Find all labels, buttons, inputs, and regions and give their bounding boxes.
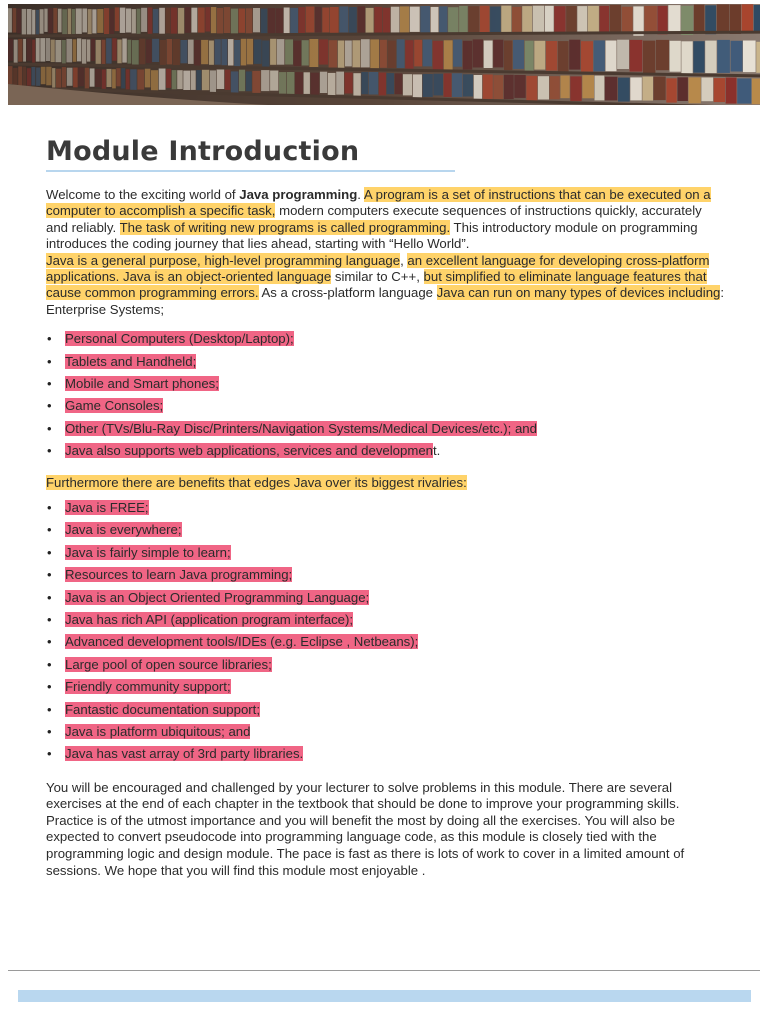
list-item-text: Java is platform ubiquitous; and: [65, 723, 251, 739]
list-item: [46, 519, 726, 541]
list-item-text: Personal Computers (Desktop/Laptop);: [65, 331, 294, 347]
list-item: [46, 721, 726, 743]
intro-paragraph: [46, 187, 726, 253]
list-item: [46, 609, 726, 631]
list-item-text: Fantastic documentation support;: [65, 701, 260, 717]
list-item-text: Java also supports web applications, services and developmen: [65, 443, 433, 459]
list-item-text: t.: [433, 443, 441, 459]
highlight-yellow: Furthermore there are benefits that edges Java over its biggest rivalries:: [46, 474, 467, 490]
highlight-yellow: Java can run on many types of devices including: [436, 285, 721, 301]
intro-text: modern computers execute sequences of instructions quickly, accurately and reliably.: [46, 203, 702, 235]
footer-divider: [8, 970, 760, 971]
page-title: Module Introduction: [46, 136, 360, 167]
intro-text: similar to C++,: [331, 269, 424, 285]
list-item-text: Large pool of open source libraries;: [65, 656, 272, 672]
benefits-list: [46, 497, 726, 766]
list-item: [46, 699, 726, 721]
list-item: [46, 587, 726, 609]
intro-text: Welcome to the exciting world of: [46, 187, 240, 202]
list-item: [46, 631, 726, 653]
list-item: [46, 743, 726, 765]
list-item-text: Java is FREE;: [65, 500, 149, 515]
list-item-text: Resources to learn Java programming;: [65, 567, 293, 583]
list-item: [46, 395, 726, 417]
intro-text: As a cross-platform language: [258, 285, 437, 301]
list-item: [46, 440, 726, 462]
highlight-yellow: A program is a set of instructions that can be executed on a computer to accomplish a specific task,: [46, 187, 711, 219]
list-item-text: Java is fairly simple to learn;: [65, 544, 231, 560]
list-item: [46, 497, 726, 519]
list-item: [46, 676, 726, 698]
list-item-text: Java has rich API (application program interface);: [65, 611, 354, 627]
benefits-lead: [46, 475, 726, 491]
intro-text: .: [357, 187, 364, 202]
title-underline: [46, 170, 455, 172]
list-item: [46, 373, 726, 395]
list-item-text: Java is everywhere;: [65, 522, 182, 538]
closing-paragraph: You will be encouraged and challenged by your lecturer to solve problems in this module. There are several exercises at the end of each chapter in the textbook that should be done to improve your programming skills. Practice is of the utmost importance and you will benefit the most by doing all the exercises. You will also be expected to convert pseudocode into programming language code, as this module is closely tied with the programming logic and design module. The pace is fast as there is lots of work to cover in a limited amount of sessions. We hope that you will find this module most enjoyable .: [46, 779, 685, 878]
module-body: [46, 187, 726, 879]
list-item-text: Mobile and Smart phones;: [65, 376, 219, 392]
intro-text: This introductory module on programming introduces the coding journey that lies ahead, starting with “Hello World”.: [46, 219, 698, 252]
list-item-text: Game Consoles;: [65, 398, 164, 414]
library-bookshelf-image: [8, 4, 760, 105]
highlight-yellow: The task of writing new programs is called programming.: [119, 219, 451, 235]
list-item: [46, 351, 726, 373]
intro-text: : Enterprise Systems;: [46, 285, 725, 317]
highlight-yellow: an excellent language for developing cross-platform applications. Java is an object-oriented language: [46, 252, 710, 285]
footer-bar: [18, 990, 751, 1002]
list-item-text: Other (TVs/Blu-Ray Disc/Printers/Navigation Systems/Medical Devices/etc.); and: [65, 420, 537, 436]
list-item-text: Java is an Object Oriented Programming Language;: [65, 589, 370, 605]
list-item: [46, 542, 726, 564]
intro-text: ,: [400, 252, 408, 268]
highlight-yellow: but simplified to eliminate language features that cause common programming errors.: [46, 269, 707, 301]
list-item: [46, 328, 726, 350]
list-item-text: Advanced development tools/IDEs (e.g. Eclipse , Netbeans);: [65, 634, 419, 650]
list-item: [46, 654, 726, 676]
highlight-yellow: Java is a general purpose, high-level programming language: [46, 252, 401, 268]
list-item: [46, 418, 726, 440]
java-overview-paragraph: [46, 253, 726, 319]
list-item: [46, 564, 726, 586]
list-item-text: Java has vast array of 3rd party libraries.: [65, 746, 304, 762]
device-list: [46, 328, 726, 462]
intro-bold-java: Java programming: [239, 187, 358, 202]
list-item-text: Friendly community support;: [65, 679, 231, 695]
list-item-text: Tablets and Handheld;: [65, 353, 197, 369]
